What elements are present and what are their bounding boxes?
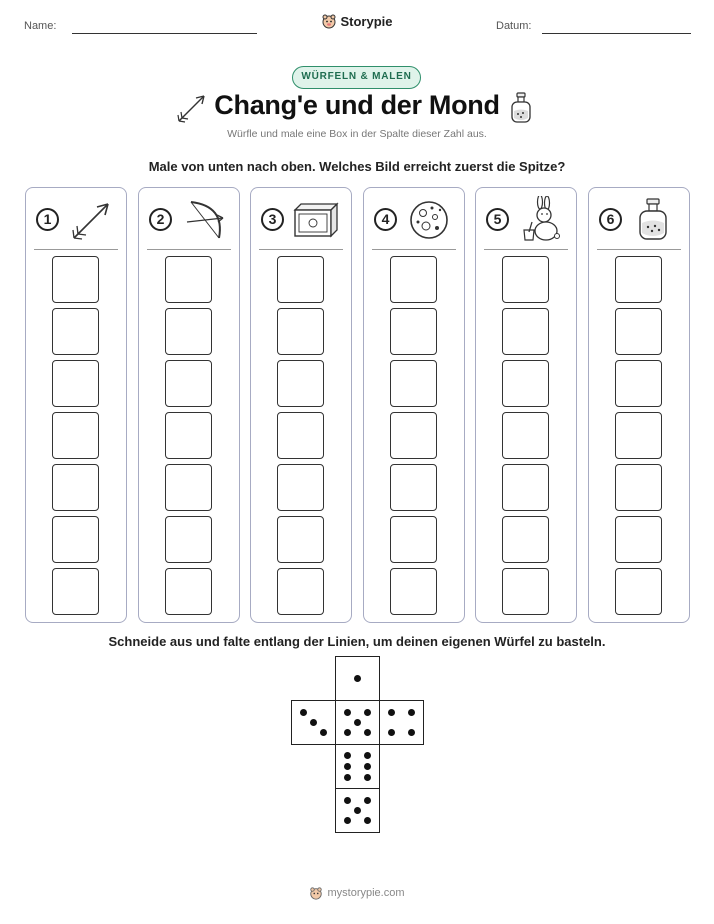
pip [388,709,395,716]
color-box[interactable] [165,464,212,511]
cut-instruction: Schneide aus und falte entlang der Linien, um deinen eigenen Würfel zu basteln. [108,634,606,649]
color-box[interactable] [52,412,99,459]
pip [408,709,415,716]
name-label: Name: [24,20,57,32]
pip [364,763,371,770]
pip [364,817,371,824]
column-divider [259,249,343,250]
color-box[interactable] [52,516,99,563]
column-number: 1 [36,208,59,231]
column-divider [597,249,681,250]
color-box[interactable] [615,256,662,303]
pip [320,729,327,736]
footer-url[interactable]: mystorypie.com [327,887,405,899]
page-title: Chang'e und der Mond [214,90,500,120]
column-divider [147,249,231,250]
color-box[interactable] [615,412,662,459]
bow-icon [179,196,229,244]
color-box[interactable] [277,256,324,303]
color-box[interactable] [615,568,662,615]
color-box[interactable] [615,308,662,355]
color-box[interactable] [390,412,437,459]
color-box[interactable] [390,464,437,511]
die-face-1 [335,656,380,701]
column-5 [475,187,577,623]
column-6 [588,187,690,623]
column-divider [484,249,568,250]
pip [388,729,395,736]
color-box[interactable] [165,308,212,355]
brand-name: Storypie [340,13,393,29]
color-box[interactable] [165,360,212,407]
pip [344,729,351,736]
chest-icon [291,196,341,244]
category-badge: WÜRFELN & MALEN [292,66,421,89]
date-label: Datum: [496,20,532,32]
die-face-5-bottom [335,788,380,833]
pip [344,709,351,716]
color-box[interactable] [277,568,324,615]
color-box[interactable] [277,464,324,511]
color-box[interactable] [52,464,99,511]
pip [344,763,351,770]
die-face-4 [379,700,424,745]
color-box[interactable] [52,360,99,407]
pip [364,797,371,804]
potion-bottle-icon [629,196,679,244]
pip [354,675,361,682]
arrow-icon [66,196,116,244]
column-divider [372,249,456,250]
column-number: 4 [374,208,397,231]
color-box[interactable] [390,568,437,615]
die-face-3 [291,700,336,745]
die-face-6 [335,744,380,789]
color-box[interactable] [277,308,324,355]
moon-icon [404,196,454,244]
color-box[interactable] [277,360,324,407]
color-box[interactable] [615,464,662,511]
column-4 [363,187,465,623]
color-box[interactable] [165,256,212,303]
brand-logo [0,13,714,34]
color-box[interactable] [277,412,324,459]
potion-bottle-icon [509,91,533,125]
pip [364,752,371,759]
die-face-5 [335,700,380,745]
pip [354,807,361,814]
color-box[interactable] [502,412,549,459]
color-box[interactable] [502,308,549,355]
pip [344,797,351,804]
color-box[interactable] [615,360,662,407]
footer [0,886,714,905]
color-box[interactable] [165,412,212,459]
color-box[interactable] [390,516,437,563]
column-2 [138,187,240,623]
subtitle: Würfle und male eine Box in der Spalte dieser Zahl aus. [227,128,487,140]
column-divider [34,249,118,250]
color-box[interactable] [502,464,549,511]
pip [364,709,371,716]
pip [310,719,317,726]
color-box[interactable] [502,516,549,563]
column-1 [25,187,127,623]
color-box[interactable] [390,308,437,355]
storypie-mascot-icon [321,13,337,29]
pip [408,729,415,736]
pip [344,752,351,759]
color-box[interactable] [502,256,549,303]
pip [364,774,371,781]
color-box[interactable] [52,256,99,303]
column-number: 2 [149,208,172,231]
pip [364,729,371,736]
instruction-text: Male von unten nach oben. Welches Bild erreicht zuerst die Spitze? [148,159,566,174]
rabbit-icon [516,196,566,244]
color-box[interactable] [52,308,99,355]
column-number: 6 [599,208,622,231]
color-box[interactable] [165,516,212,563]
color-box[interactable] [390,256,437,303]
color-box[interactable] [277,516,324,563]
column-number: 5 [486,208,509,231]
pip [344,817,351,824]
color-box[interactable] [502,568,549,615]
color-box[interactable] [502,360,549,407]
storypie-mascot-icon [309,886,323,900]
column-3 [250,187,352,623]
pip [344,774,351,781]
pip [354,719,361,726]
color-box[interactable] [52,568,99,615]
color-box[interactable] [615,516,662,563]
color-box[interactable] [165,568,212,615]
column-number: 3 [261,208,284,231]
pip [300,709,307,716]
color-box[interactable] [390,360,437,407]
